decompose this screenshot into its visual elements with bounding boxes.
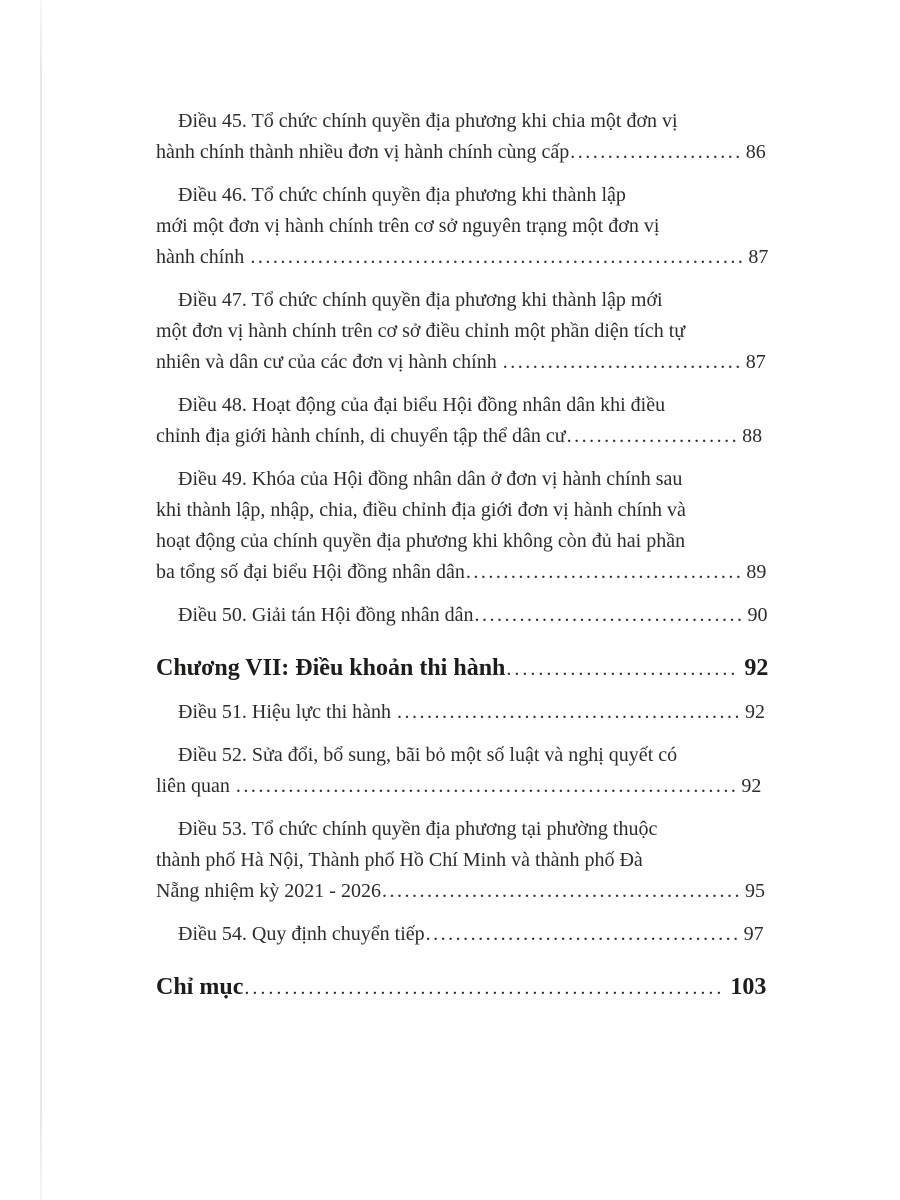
toc-line [156, 653, 768, 685]
toc-entry-dieu-50 [156, 600, 768, 631]
dot-leader: ..................................... [465, 561, 744, 583]
dot-leader: ................................ [502, 351, 743, 373]
toc-line [156, 814, 768, 845]
toc-entry-dieu-49 [156, 464, 768, 588]
dot-leader: ............................................................ [244, 977, 725, 999]
entry-text: Điều 52. Sửa đổi, bổ sung, bãi bỏ một số luật và nghị quyết có [178, 744, 678, 766]
toc-list [156, 106, 768, 1016]
toc-line [156, 526, 768, 557]
entry-text: Điều 48. Hoạt động của đại biểu Hội đồng nhân dân khi điều [178, 394, 666, 416]
toc-line [156, 740, 768, 771]
entry-text: hoạt động của chính quyền địa phương khi không còn đủ hai phần [156, 530, 686, 552]
entry-text: một đơn vị hành chính trên cơ sở điều chỉnh một phần diện tích tự [156, 320, 686, 342]
entry-text: thành phố Hà Nội, Thành phố Hồ Chí Minh và thành phố Đà [156, 849, 643, 871]
toc-line [156, 180, 768, 211]
entry-text: Điều 50. Giải tán Hội đồng nhân dân [178, 604, 474, 626]
toc-entry-dieu-51 [156, 697, 768, 728]
toc-line [156, 972, 768, 1004]
entry-text: liên quan [156, 775, 235, 797]
entry-text: nhiên và dân cư của các đơn vị hành chính [156, 351, 502, 373]
toc-line [156, 876, 768, 907]
dot-leader: .................................... [474, 604, 745, 626]
dot-leader: ................................................................... [235, 775, 739, 797]
page-edge-line [40, 0, 42, 1200]
toc-line [156, 919, 768, 950]
toc-line [156, 464, 768, 495]
toc-entry-dieu-47 [156, 285, 768, 378]
entry-text: ba tổng số đại biểu Hội đồng nhân dân [156, 561, 465, 583]
entry-text: hành chính thành nhiều đơn vị hành chính cùng cấp [156, 141, 570, 163]
entry-text: Điều 49. Khóa của Hội đồng nhân dân ở đơn vị hành chính sau [178, 468, 683, 490]
toc-line [156, 390, 768, 421]
toc-line [156, 600, 768, 631]
toc-line [156, 137, 768, 168]
entry-text: Chương VII: Điều khoản thi hành [156, 655, 506, 681]
entry-text: Điều 46. Tổ chức chính quyền địa phương khi thành lập [178, 184, 626, 206]
toc-entry-chi-muc [156, 972, 768, 1004]
dot-leader: .................................................................. [250, 246, 746, 268]
toc-line [156, 421, 768, 452]
toc-entry-dieu-52 [156, 740, 768, 802]
toc-line [156, 557, 768, 588]
page-number: 95 [744, 880, 765, 902]
toc-line [156, 316, 768, 347]
toc-entry-dieu-53 [156, 814, 768, 907]
dot-leader: ................................................ [381, 880, 742, 902]
page-number: 90 [747, 604, 768, 626]
toc-line [156, 211, 768, 242]
entry-text: khi thành lập, nhập, chia, điều chỉnh địa giới đơn vị hành chính và [156, 499, 686, 521]
toc-line [156, 495, 768, 526]
toc-entry-dieu-45 [156, 106, 768, 168]
toc-line [156, 242, 768, 273]
toc-line [156, 347, 768, 378]
toc-line [156, 845, 768, 876]
entry-text: mới một đơn vị hành chính trên cơ sở nguyên trạng một đơn vị [156, 215, 660, 237]
page-number: 89 [746, 561, 767, 583]
dot-leader: .......................................... [425, 923, 741, 945]
page-number: 103 [730, 974, 767, 1000]
entry-text: Điều 53. Tổ chức chính quyền địa phương tại phường thuộc [178, 818, 658, 840]
dot-leader: .............................................. [397, 701, 743, 723]
page-number: 88 [742, 425, 763, 447]
entry-text: Điều 45. Tổ chức chính quyền địa phương khi chia một đơn vị [178, 110, 678, 132]
toc-entry-dieu-46 [156, 180, 768, 273]
entry-text: chỉnh địa giới hành chính, di chuyển tập thể dân cư [156, 425, 566, 447]
toc-entry-chuong-vii [156, 653, 768, 685]
page-number: 92 [744, 655, 769, 681]
toc-line [156, 285, 768, 316]
toc-line [156, 106, 768, 137]
toc-line [156, 697, 768, 728]
entry-text: Nẵng nhiệm kỳ 2021 - 2026 [156, 880, 381, 902]
entry-text: Điều 51. Hiệu lực thi hành [178, 701, 397, 723]
entry-text: Chỉ mục [156, 974, 244, 1000]
entry-text: Điều 47. Tổ chức chính quyền địa phương khi thành lập mới [178, 289, 663, 311]
toc-entry-dieu-54 [156, 919, 768, 950]
page-number: 92 [741, 775, 762, 797]
dot-leader: ....................... [566, 425, 740, 447]
dot-leader: ....................... [570, 141, 743, 163]
page-number: 87 [745, 351, 766, 373]
toc-line [156, 771, 768, 802]
page-number: 92 [745, 701, 766, 723]
page-number: 87 [748, 246, 769, 268]
page-number: 86 [745, 141, 766, 163]
dot-leader: ............................. [506, 658, 739, 680]
entry-text: hành chính [156, 246, 250, 268]
page-number: 97 [743, 923, 764, 945]
toc-entry-dieu-48 [156, 390, 768, 452]
entry-text: Điều 54. Quy định chuyển tiếp [178, 923, 425, 945]
